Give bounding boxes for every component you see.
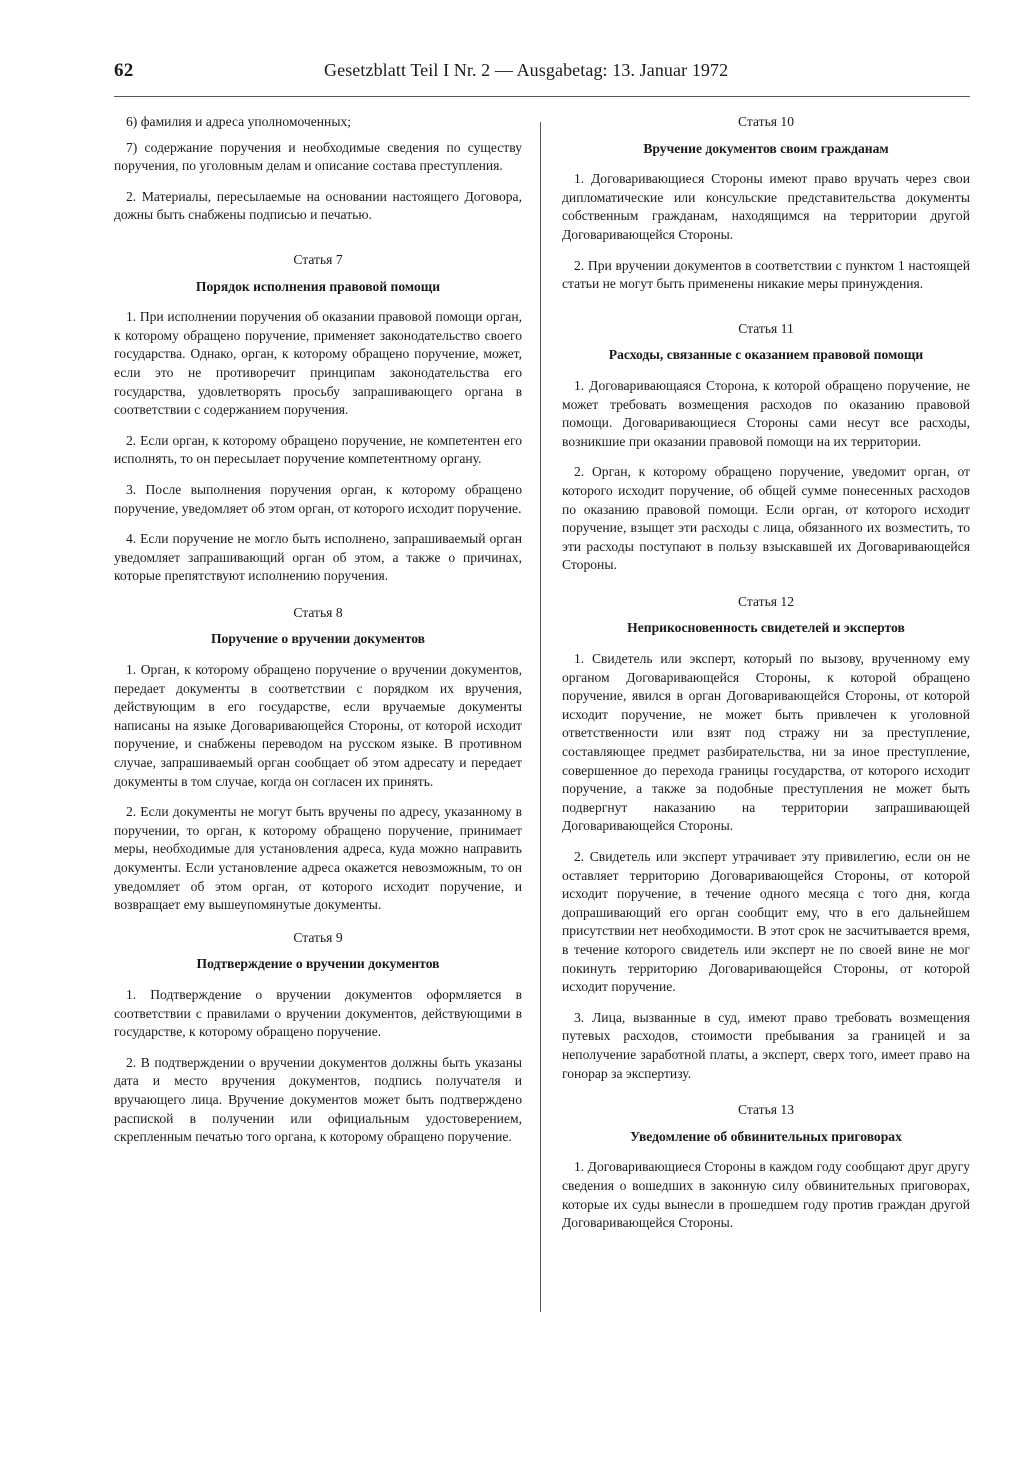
article-11-paragraph-1: 1. Договаривающаяся Сторона, к которой обращено поручение, не может требовать возмещения расходов по оказанию правовой помощи. Договаривающиеся Стороны сами несут все расходы, возникшие при оказании правовой помощи на их территории. [562,377,970,449]
article-13-label: Статья 13 [737,1102,795,1118]
article-7-label: Статья 7 [293,251,343,267]
article-9-title: Подтверждение о вручении документов [196,956,440,972]
article-8-paragraph-2: 2. Если документы не могут быть вручены по адресу, указанному в поручении, то орган, к которому обращено поручение, принимает меры, необходимые для установления адреса, куда можно направить документы. Если установление адреса окажется невозможным, то он уведомляет об этом орган, от которого исходит поручение, и возвращает ему вышеупомянутые документы. [114,804,522,913]
article-8-title: Поручение о вручении документов [210,631,425,647]
article-7-title: Порядок исполнения правовой помощи [195,278,441,294]
article-12-paragraph-1: 1. Свидетель или эксперт, который по вызову, врученному ему органом Договаривающейся Стороны, к которой обращено поручение, явился в орган Договаривающейся Стороны, от которой исходит поручение, не может быть привлечен к уголовной ответственности или взят под стражу ни за преступление, составляющее предмет разбирательства, ни за иное преступление, совершенное до перехода границы государства, от которого исходит поручение, а также за подобные преступления не может быть подвергнут наказанию на территории запрашивающей Договаривающейся Стороны. [562,651,970,834]
article-11-paragraph-2: 2. Орган, к которому обращено поручение, уведомит орган, от которого исходит поручение, об общей сумме понесенных расходов по оказанию правовой помощи. Если орган, от которого исходит поручение, взыщет эти расходы с лица, обязанного их возместить, то эти расходы поступают в пользу взыскавшей их Договаривающейся Стороны. [562,464,970,573]
running-head: Gesetzblatt Teil I Nr. 2 — Ausgabetag: 13. Januar 1972 [324,60,729,80]
article-12-paragraph-3: 3. Лица, вызванные в суд, имеют право требовать возмещения путевых расходов, стоимости пребывания за границей и за неполучение заработной платы, а эксперт, сверх того, имеет право на гонорар за экспертизу. [562,1009,970,1081]
article-7-paragraph-3: 3. После выполнения поручения орган, к которому обращено поручение, уведомляет об этом орган, от которого исходит поручение. [114,481,522,516]
header-rule [114,96,970,97]
article-8-paragraph-1: 1. Орган, к которому обращено поручение о вручении документов, передает документы в соответствии с порядком их вручения, действующим в его государстве, если вручаемые документы написаны на языке Договаривающейся Стороны, от которой исходит поручение, и снабжены переводом на русском языке. В противном случае, запрашиваемый орган сообщает об этом адресату и передает документы в том случае, когда он согласен их принять. [114,662,522,789]
article-8-label: Статья 8 [293,604,343,620]
article-10-paragraph-1: 1. Договаривающиеся Стороны имеют право вручать через свои дипломатические или консульские представительства документы собственным гражданам, находящимся на территории другой Договаривающейся Стороны. [562,171,970,242]
page-number: 62 [114,60,134,81]
article-12-paragraph-2: 2. Свидетель или эксперт утрачивает эту привилегию, если он не оставляет территорию Договаривающейся Стороны, от которой исходит поручение, в течение одного месяца с того дня, когда допрашивающий его орган сообщит ему, что в его дальнейшем присутствии нет необходимости. В этот срок не засчитывается время, в течение которого свидетель или эксперт не по своей вине не мог покинуть территорию Договаривающейся Стороны, от которой исходит поручение. [562,849,970,995]
article-12-label: Статья 12 [737,593,795,609]
article-9-label: Статья 9 [293,929,343,945]
page-header [114,60,970,84]
article-7-paragraph-1: 1. При исполнении поручения об оказании правовой помощи орган, к которому обращено поручение, применяет законодательство своего государства. Однако, орган, к которому обращено поручение, может, если это не противоречит принципам законодательства его государства, удовлетворять просьбу запрашивающего органа в соответствии с содержанием поручения. [114,309,522,418]
item-6: 6) фамилия и адреса уполномоченных; [126,114,352,129]
article-11-title: Расходы, связанные с оказанием правовой помощи [608,347,924,363]
article-10-paragraph-2: 2. При вручении документов в соответствии с пунктом 1 настоящей статьи не могут быть применены никакие меры принуждения. [562,257,970,292]
article-7-paragraph-2: 2. Если орган, к которому обращено поручение, не компетентен его исполнять, то он пересылает поручение компетентному органу. [114,432,522,467]
article-12-title: Неприкосновенность свидетелей и экспертов [627,620,905,636]
article-13-paragraph-1: 1. Договаривающиеся Стороны в каждом году сообщают друг другу сведения о вошедших в законную силу обвинительных приговорах, которые их суды вынесли в прошедшем году против граждан другой Договаривающейся Стороны. [562,1159,970,1231]
article-9-paragraph-1: 1. Подтверждение о вручении документов оформляется в соответствии с правилами о вручении документов, действующими в государстве, к которому обращено поручение. [114,986,522,1040]
column-divider [540,122,541,1312]
article-13-title: Уведомление об обвинительных приговорах [630,1128,902,1144]
left-column [114,113,522,1159]
item-7: 7) содержание поручения и необходимые сведения по существу поручения, по уголовным делам и описание состава преступления. [114,139,522,174]
right-column [562,113,970,1245]
paragraph-materials: 2. Материалы, пересылаемые на основании настоящего Договора, дожны быть снабжены подписью и печатью. [114,188,522,223]
article-10-title: Вручение документов своим гражданам [643,140,889,156]
article-11-label: Статья 11 [738,320,794,336]
article-7-paragraph-4: 4. Если поручение не могло быть исполнено, запрашиваемый орган уведомляет запрашивающий орган об этом, а также о причинах, которые препятствуют исполнению поручения. [114,531,522,584]
article-10-label: Статья 10 [737,114,795,129]
article-9-paragraph-2: 2. В подтверждении о вручении документов должны быть указаны дата и место вручения документов, подпись получателя и вручающего лица. Вручение документов может быть подтверждено распиской в получении или официальным удостоверением, скрепленным печатью того органа, к которому обращено поручение. [114,1054,522,1145]
